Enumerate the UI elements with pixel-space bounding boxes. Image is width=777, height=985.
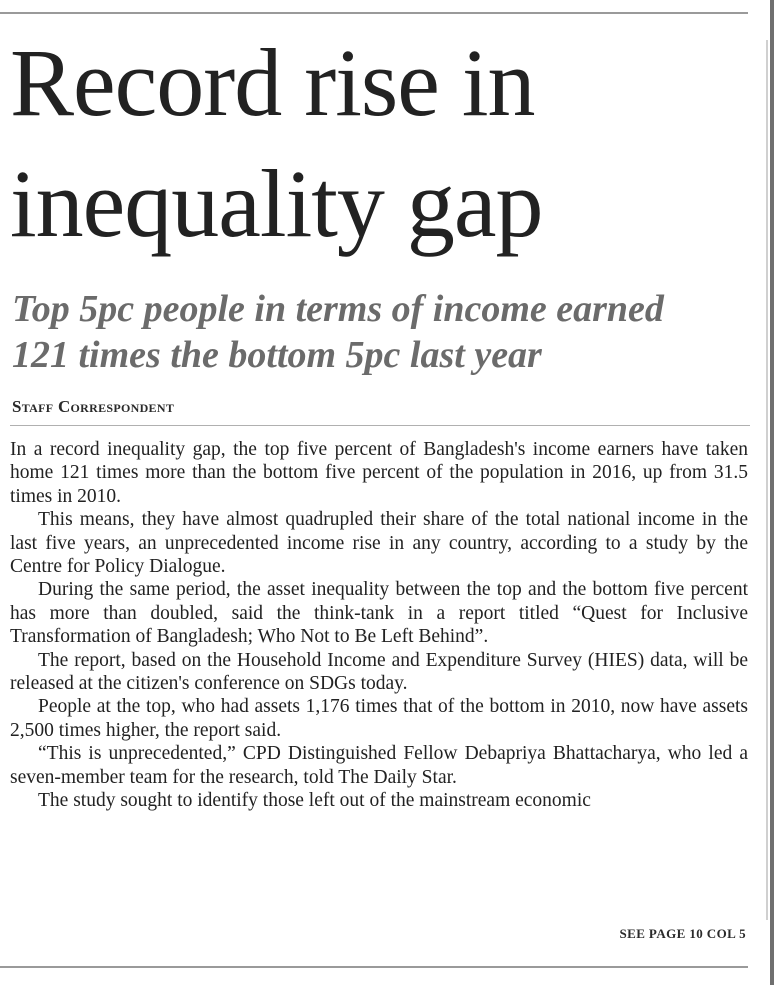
article-body: [10, 438, 748, 813]
continued-on-page-link[interactable]: SEE PAGE 10 COL 5: [619, 926, 746, 941]
bottom-rule: [0, 966, 748, 968]
headline: [10, 22, 750, 264]
subheadline: [12, 286, 752, 378]
paragraph: The study sought to identify those left out of the mainstream economic: [38, 790, 591, 812]
paragraph: People at the top, who had assets 1,176 times that of the bottom in 2010, now have assets 2,500 times higher, the report said.: [10, 696, 748, 741]
paragraph: This means, they have almost quadrupled their share of the total national income in the last five years, an unprecedented income rise in any country, according to a study by the Centre for Policy Dialogue.: [10, 509, 748, 578]
paragraph: The report, based on the Household Income and Expenditure Survey (HIES) data, will be released at the citizen's conference on SDGs today.: [10, 649, 748, 695]
byline: Staff Correspondent: [12, 397, 175, 416]
subheadline-line-2: 121 times the bottom 5pc last year: [12, 334, 542, 376]
top-rule: [0, 12, 748, 14]
paragraph: During the same period, the asset inequality between the top and the bottom five percent has more than doubled, said the think-tank in a report titled “Quest for Inclusive Transformation of Bangladesh; Who Not to Be Left Behind”.: [10, 579, 748, 648]
headline-line-1: Record rise in: [10, 29, 535, 136]
byline-rule: [10, 425, 750, 426]
column-divider: [770, 0, 774, 985]
paragraph: “This is unprecedented,” CPD Distinguished Fellow Debapriya Bhattacharya, who led a seven-member team for the research, told The Daily Star.: [10, 743, 748, 788]
subheadline-line-1: Top 5pc people in terms of income earned: [12, 288, 664, 330]
headline-line-2: inequality gap: [10, 150, 543, 257]
column-divider-shadow: [766, 40, 768, 920]
paragraph: In a record inequality gap, the top five percent of Bangladesh's income earners have taken home 121 times more than the bottom five percent of the population in 2016, up from 31.5 times in 2010.: [10, 439, 748, 507]
